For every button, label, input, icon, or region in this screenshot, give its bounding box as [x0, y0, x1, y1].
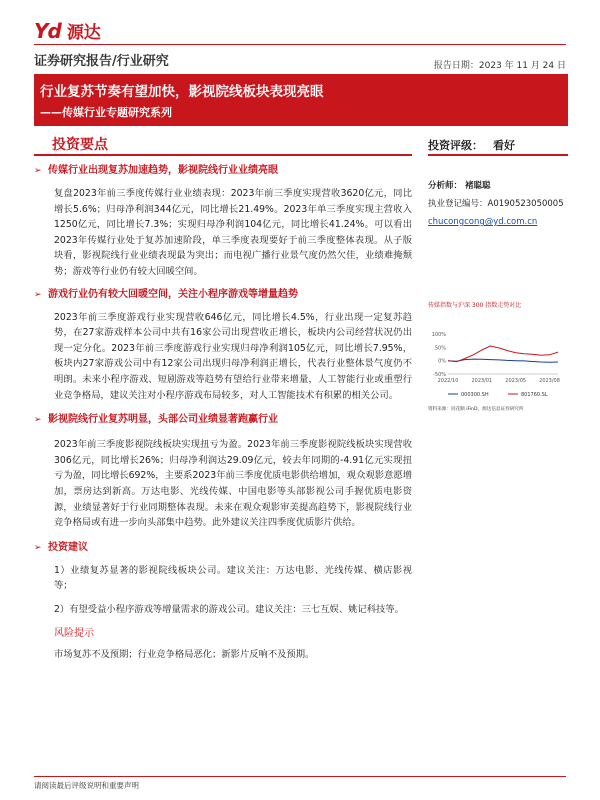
- paragraph-1: 复盘2023年前三季度传媒行业业绩表现：2023年前三季度实现营收3620亿元，同比增长5.6%；归母净利润344亿元，同比增长21.49%。2023年单三季度实现主营收入1250亿元，同比增长7.3%；实现归母净利润104亿元，同比增长41.24%。可以看出2023年传媒行业处于复苏加速阶段，单三季度表现要好于前三季度整体表现。从子版块看，影视院线行业业绩表现最为突出；而电视广播行业景气度仍然欠佳，业绩难掩颓势；游戏等行业仍有较大回暖空间。: [54, 188, 412, 277]
- paragraph-3: 2023年前三季度影视院线板块实现扭亏为盈。2023年前三季度影视院线板块实现营收306亿元，同比增长26%；归母净利润达29.09亿元，较去年同期的-4.91亿元实现扭亏为盈，同比增长692%，主要系2023年前三季度优质电影供给增加，观众观影意愿增加，票房达到新高。万达电影、光线传媒、中国电影等头部影视公司手握优质电影资源，业绩显著好于行业同期整体表现。未来在观众观影审美提高趋势下，影视院线行业竞争格局或有进一步向头部集中趋势。此外建议关注四季度优质影片供给。: [54, 439, 412, 529]
- advice-2: 2）有望受益小程序游戏等增量需求的游戏公司。建议关注：三七互娱、姚记科技等。: [54, 603, 404, 615]
- x-tick-label: 2023/08: [539, 378, 560, 384]
- section-header: [34, 134, 412, 156]
- arrow-icon: ➢: [34, 415, 42, 426]
- advice-1: 1）业绩复苏显著的影视院线板块公司。建议关注：万达电影、光线传媒、横店影视等；: [54, 564, 412, 592]
- arrow-icon: ➢: [34, 289, 42, 300]
- arrow-icon: ➢: [34, 542, 42, 553]
- logo: [34, 18, 101, 43]
- analyst: 分析师： 褚聪聪: [428, 181, 491, 191]
- header-divider: [34, 44, 566, 45]
- report-title: 行业复苏节奏有望加快，影视院线板块表现亮眼: [40, 84, 324, 100]
- sidebar: [428, 180, 568, 228]
- heading-text: 投资建议: [48, 541, 88, 553]
- rating-value: 看好: [493, 139, 515, 152]
- risk-text: 市场复苏不及预期；行业竞争格局恶化；新影片反响不及预期。: [54, 649, 315, 661]
- x-tick-label: 2023/01: [471, 378, 493, 384]
- y-tick-label: 100%: [431, 332, 446, 338]
- series-line-000300.SH: [448, 359, 558, 362]
- rating-label: 投资评级：: [428, 139, 483, 152]
- arrow-icon: ➢: [34, 166, 42, 176]
- chart-title: 传媒指数与沪深 300 指数走势对比: [428, 302, 522, 309]
- title-banner: [34, 74, 568, 126]
- y-tick-label: -50%: [433, 372, 446, 378]
- main-content: [34, 160, 412, 663]
- heading-text: 影视院线行业复苏明显，头部公司业绩显著跑赢行业: [48, 414, 278, 426]
- logo-text: 源达: [66, 23, 101, 43]
- legend-label: 801760.SL: [521, 392, 548, 398]
- heading-text: 传媒行业出现复苏加速趋势，影视院线行业业绩亮眼: [48, 165, 278, 176]
- chart-svg: [428, 310, 568, 414]
- paragraph-2: 2023年前三季度游戏行业实现营收646亿元，同比增长4.5%，行业出现一定复苏趋势，在27家游戏样本公司中共有16家公司出现营收正增长，板块内公司经营状况仍出现一定分化。2023年前三季度游戏行业实现归母净利润105亿元，同比增长7.95%，板块内27家游戏公司中有12家公司出现归母净利润正增长，代表行业整体景气度仍不明朗。未来小程序游戏、短剧游戏等趋势有望给行业带来增量，人工智能行业或重塑行业竞争格局，建议关注对小程序游戏布局较多，对人工智能技术有积累的相关公司。: [54, 311, 412, 401]
- logo-mark: Yd: [34, 18, 61, 43]
- license: 执业登记编号：A0190523050005: [428, 199, 564, 209]
- heading-advice: [34, 541, 412, 555]
- x-tick-label: 2023/05: [505, 378, 527, 384]
- report-subtitle: ——传媒行业专题研究系列: [40, 106, 172, 119]
- risk-heading: 风险提示: [54, 628, 94, 640]
- report-type: 证券研究报告/行业研究: [34, 54, 169, 69]
- heading-text: 游戏行业仍有较大回暖空间，关注小程序游戏等增量趋势: [48, 288, 298, 300]
- y-tick-label: 0%: [438, 358, 446, 365]
- heading-block-3: [34, 413, 412, 427]
- y-tick-label: 50%: [434, 345, 446, 352]
- report-date: 报告日期：2023 年 11 月 24 日: [433, 61, 566, 71]
- footer: 请阅读最后评级说明和重要声明: [34, 776, 566, 791]
- x-tick-label: 2022/10: [437, 378, 459, 384]
- chart-source: 资料来源：同花顺 iFinD，源达信息证券研究所: [428, 407, 524, 412]
- index-chart: [428, 302, 568, 426]
- heading-block-2: [34, 288, 412, 302]
- legend-label: 000300.SH: [461, 392, 489, 398]
- email-link[interactable]: chucongcong@yd.com.cn: [428, 217, 538, 227]
- section-title: 投资要点: [52, 137, 108, 153]
- rating: [428, 134, 568, 156]
- heading-block-1: [34, 164, 412, 178]
